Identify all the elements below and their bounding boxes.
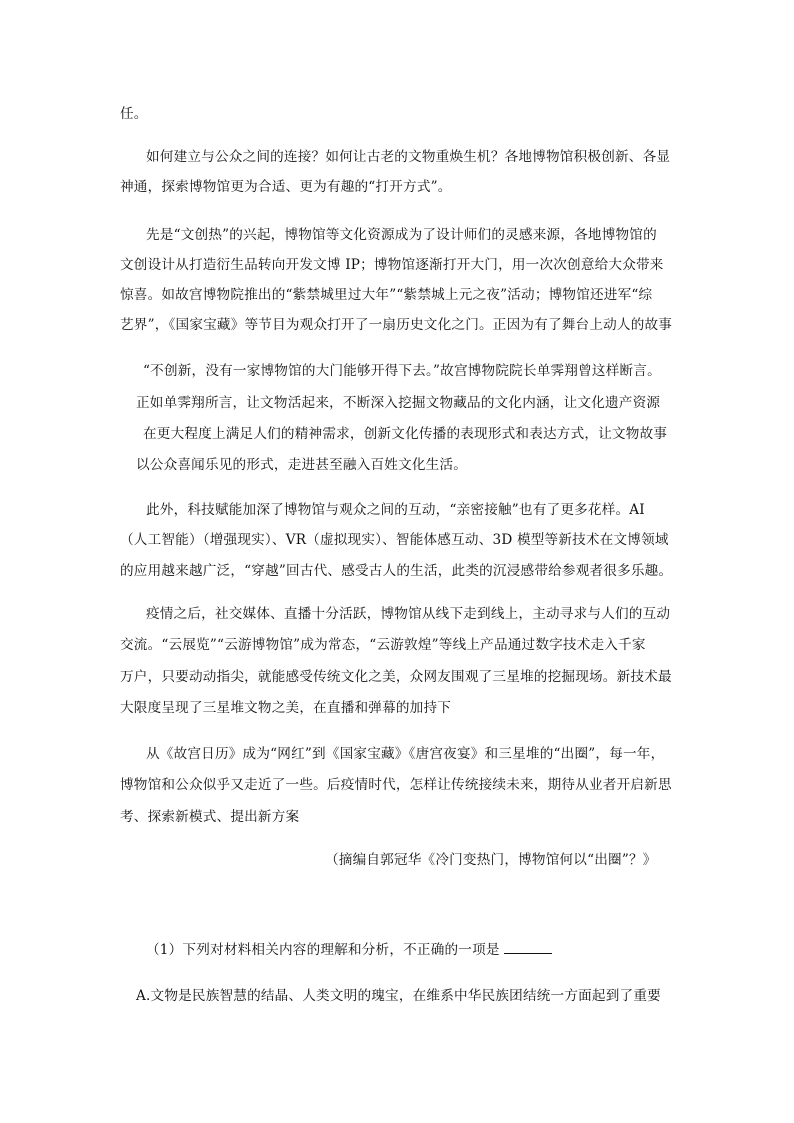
answer-blank[interactable] xyxy=(504,941,552,954)
paragraph-line: 大限度呈现了三星堆文物之美，在直播和弹幕的加持下 xyxy=(120,700,452,716)
paragraph-line: 正如单霁翔所言，让文物活起来，不断深入挖掘文物藏品的文化内涵，让文化遗产资源 xyxy=(136,395,661,411)
paragraph-line: 艺界”，《国家宝藏》等节目为观众打开了一扇历史文化之门。正因为有了舞台上动人的故事 xyxy=(120,317,673,333)
paragraph-line: 博物馆和公众似乎又走近了一些。后疫情时代，怎样让传统接续未来，期待从业者开启新思 xyxy=(120,777,672,793)
paragraph-line: （人工智能）（增强现实）、VR（虚拟现实）、智能体感互动、3D 模型等新技术在文博领域 xyxy=(120,532,669,548)
paragraph-line: 万户，只要动动指尖，就能感受传统文化之美，众网友围观了三星堆的挖掘现场。新技术最 xyxy=(120,669,672,685)
paragraph-line: 的应用越来越广泛，“穿越”回古代、感受古人的生活，此类的沉浸感带给参观者很多乐趣。 xyxy=(120,563,673,579)
paragraph-line: 交流。“云展览”“云游博物馆”成为常态，“云游敦煌”等线上产品通过数字技术走入千家 xyxy=(120,637,646,653)
paragraph-line: 如何建立与公众之间的连接？如何让古老的文物重焕生机？各地博物馆积极创新、各显 xyxy=(146,149,671,165)
paragraph-line: 从《故宫日历》成为“网红”到《国家宝藏》《唐宫夜宴》和三星堆的“出圈”，每一年， xyxy=(146,746,665,762)
paragraph-line: 考、探索新模式、提出新方案 xyxy=(120,809,300,825)
paragraph-line: 任。 xyxy=(120,106,148,122)
question-stem xyxy=(146,941,552,959)
paragraph-line: 神通，探索博物馆更为合适、更为有趣的“打开方式”。 xyxy=(120,179,452,195)
paragraph-line: 先是“文创热”的兴起，博物馆等文化资源成为了设计师们的灵感来源，各地博物馆的 xyxy=(146,227,657,243)
paragraph-line: 文创设计从打造衍生品转向开发文博 IP；博物馆逐渐打开大门，用一次次创意给大众带来 xyxy=(120,257,664,273)
paragraph-line: 以公众喜闻乐见的形式，走进甚至融入百姓文化生活。 xyxy=(136,457,468,473)
source-attribution: （摘编自郭冠华《冷门变热门，博物馆何以“出圈”？》 xyxy=(325,852,657,868)
paragraph-line: 疫情之后，社交媒体、直播十分活跃，博物馆从线下走到线上，主动寻求与人们的互动 xyxy=(146,606,671,622)
paragraph-line: “不创新，没有一家博物馆的大门能够开得下去。”故宫博物院院长单霁翔曾这样断言。 xyxy=(143,363,661,379)
paragraph-line: 惊喜。如故宫博物院推出的“紫禁城里过大年”“紫禁城上元之夜”活动；博物馆还进军“综 xyxy=(120,287,653,303)
paragraph-line: 此外，科技赋能加深了博物馆与观众之间的互动，“亲密接触”也有了更多花样。AI xyxy=(146,502,645,518)
paragraph-line: 在更大程度上满足人们的精神需求，创新文化传播的表现形式和表达方式，让文物故事 xyxy=(143,426,668,442)
option-a[interactable]: A.文物是民族智慧的结晶、人类文明的瑰宝，在维系中华民族团结统一方面起到了重要 xyxy=(136,988,661,1004)
question-stem-text: （1）下列对材料相关内容的理解和分析，不正确的一项是 xyxy=(146,942,500,958)
